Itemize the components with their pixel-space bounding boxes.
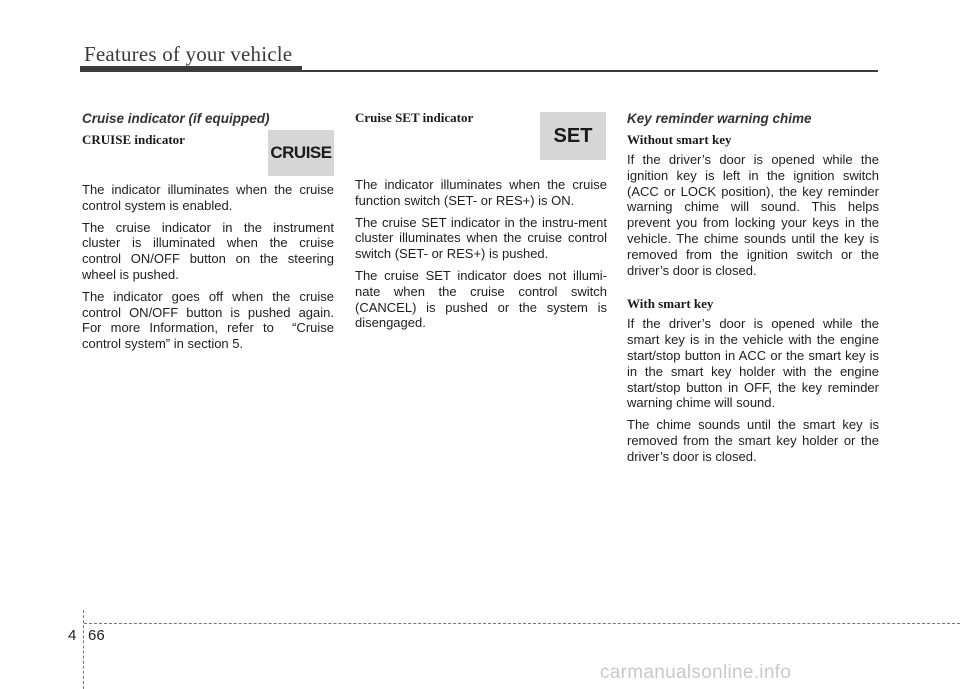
column-cruise-indicator (82, 110, 334, 358)
paragraph: If the driver’s door is opened while the smart key is in the vehicle with the engine start/stop button in ACC or the smart key is in the smart key holder with the engine start/stop button in OFF, the key reminder warning chime will sound. (627, 316, 879, 411)
footer-rule (84, 623, 960, 624)
sub-heading-cruise-indicator: CRUISE indicator (82, 132, 185, 147)
cruise-indicator-badge: CRUISE (268, 130, 334, 176)
sub-heading-cruise-set-indicator: Cruise SET indicator (355, 110, 474, 125)
sub-heading-with-smart-key: With smart key (627, 296, 714, 312)
page-header-title: Features of your vehicle (84, 42, 293, 66)
paragraph: The chime sounds until the smart key is removed from the smart key holder or the driver’s door is closed. (627, 417, 879, 464)
column-key-reminder (627, 110, 879, 471)
section-heading-cruise-indicator: Cruise indicator (if equipped) (82, 111, 270, 126)
paragraph: The cruise indicator in the instrument cluster is illuminated when the cruise control ON/OFF button on the steering wheel is pushed. (82, 219, 334, 282)
header-rule (80, 70, 878, 72)
paragraph: The cruise SET indicator does not illumi-nate when the cruise control switch (CANCEL) is pushed or the system is disengaged. (355, 267, 607, 331)
paragraph: The indicator illuminates when the cruise control system is enabled. (82, 182, 334, 213)
paragraph: The indicator illuminates when the cruise function switch (SET- or RES+) is ON. (355, 177, 607, 208)
set-indicator-badge: SET (540, 112, 606, 160)
paragraph: The cruise SET indicator in the instru-ment cluster illuminates when the cruise control switch (SET- or RES+) is pushed. (355, 214, 607, 262)
section-heading-key-reminder: Key reminder warning chime (627, 111, 812, 126)
paragraph: The indicator goes off when the cruise control ON/OFF button is pushed again. For more Information, refer to “Cruise control system” in section 5. (82, 288, 334, 352)
paragraph: If the driver’s door is opened while the ignition key is left in the ignition switch (ACC or LOCK position), the key reminder warning chime will sound. This helps prevent you from locking your keys in the vehicle. The chime sounds until the key is removed from the ignition switch or the driver’s door is closed. (627, 152, 879, 278)
footer-divider (83, 610, 84, 689)
column-cruise-set-indicator (355, 110, 607, 337)
watermark-text: carmanualsonline.info (600, 662, 792, 683)
chapter-number: 4 (68, 627, 77, 644)
sub-heading-without-smart-key: Without smart key (627, 132, 732, 147)
page-number: 66 (88, 627, 105, 644)
